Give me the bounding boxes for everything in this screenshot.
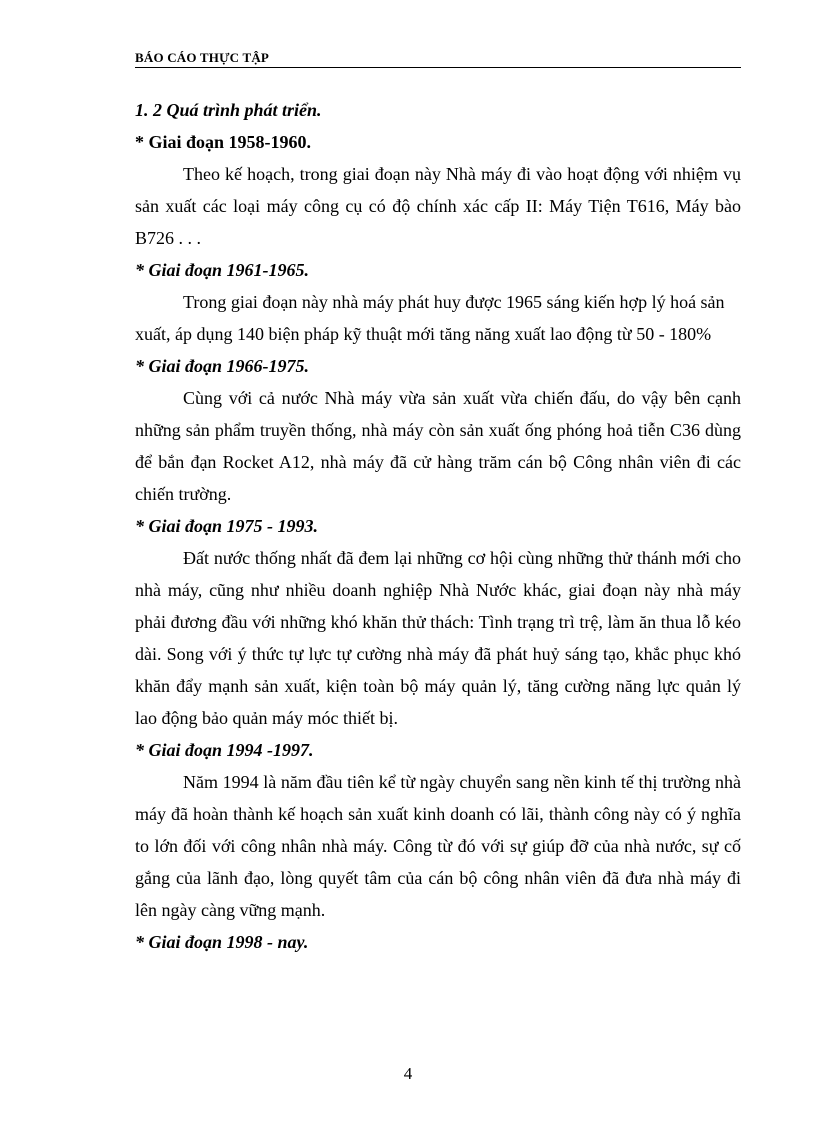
stage-paragraph: Đất nước thống nhất đã đem lại những cơ hội cùng những thử thánh mới cho nhà máy, cũng như nhiều doanh nghiệp Nhà Nước khác, giai đoạn này nhà máy phải đương đầu với những khó khăn thử thách: Tình trạng trì trệ, làm ăn thua lỗ kéo dài. Song với ý thức tự lực tự cường nhà máy đã phát huỷ sáng tạo, khắc phục khó khăn đẩy mạnh sản xuất, kiện toàn bộ máy quản lý, tăng cường năng lực quản lý lao động bảo quản máy móc thiết bị. — [135, 548, 741, 728]
stage-heading: * Giai đoạn 1975 - 1993. — [135, 516, 319, 536]
stage-heading: * Giai đoạn 1961-1965. — [135, 260, 310, 280]
page-content — [135, 94, 741, 958]
section-heading: 1. 2 Quá trình phát triển. — [135, 100, 322, 120]
stage-heading: * Giai đoạn 1994 -1997. — [135, 740, 314, 760]
stage-paragraph: Trong giai đoạn này nhà máy phát huy được 1965 sáng kiến hợp lý hoá sản xuất, áp dụng 140 biện pháp kỹ thuật mới tăng năng xuất lao động từ 50 - 180% — [135, 292, 725, 344]
stage-paragraph: Cùng với cả nước Nhà máy vừa sản xuất vừa chiến đấu, do vậy bên cạnh những sản phẩm truyền thống, nhà máy còn sản xuất ống phóng hoả tiễn C36 dùng để bắn đạn Rocket A12, nhà máy đã cử hàng trăm cán bộ Công nhân viên đi các chiến trường. — [135, 388, 741, 504]
stage-heading: * Giai đoạn 1966-1975. — [135, 356, 310, 376]
stage-heading: * Giai đoạn 1998 - nay. — [135, 932, 309, 952]
stage-paragraph: Theo kế hoạch, trong giai đoạn này Nhà máy đi vào hoạt động với nhiệm vụ sản xuất các loại máy công cụ có độ chính xác cấp II: Máy Tiện T616, Máy bào B726 . . . — [135, 164, 741, 248]
page-number: 4 — [403, 1064, 413, 1083]
running-header: BÁO CÁO THỰC TẬP — [135, 50, 741, 68]
stage-paragraph: Năm 1994 là năm đầu tiên kể từ ngày chuyển sang nền kinh tế thị trường nhà máy đã hoàn thành kế hoạch sản xuất kinh doanh có lãi, thành công này có ý nghĩa to lớn đối với công nhân nhà máy. Công từ đó với sự giúp đỡ của nhà nước, sự cố gắng của lãnh đạo, lòng quyết tâm của cán bộ công nhân viên đã đưa nhà máy đi lên ngày càng vững mạnh. — [135, 772, 741, 920]
stage-heading: * Giai đoạn 1958-1960. — [135, 132, 312, 152]
